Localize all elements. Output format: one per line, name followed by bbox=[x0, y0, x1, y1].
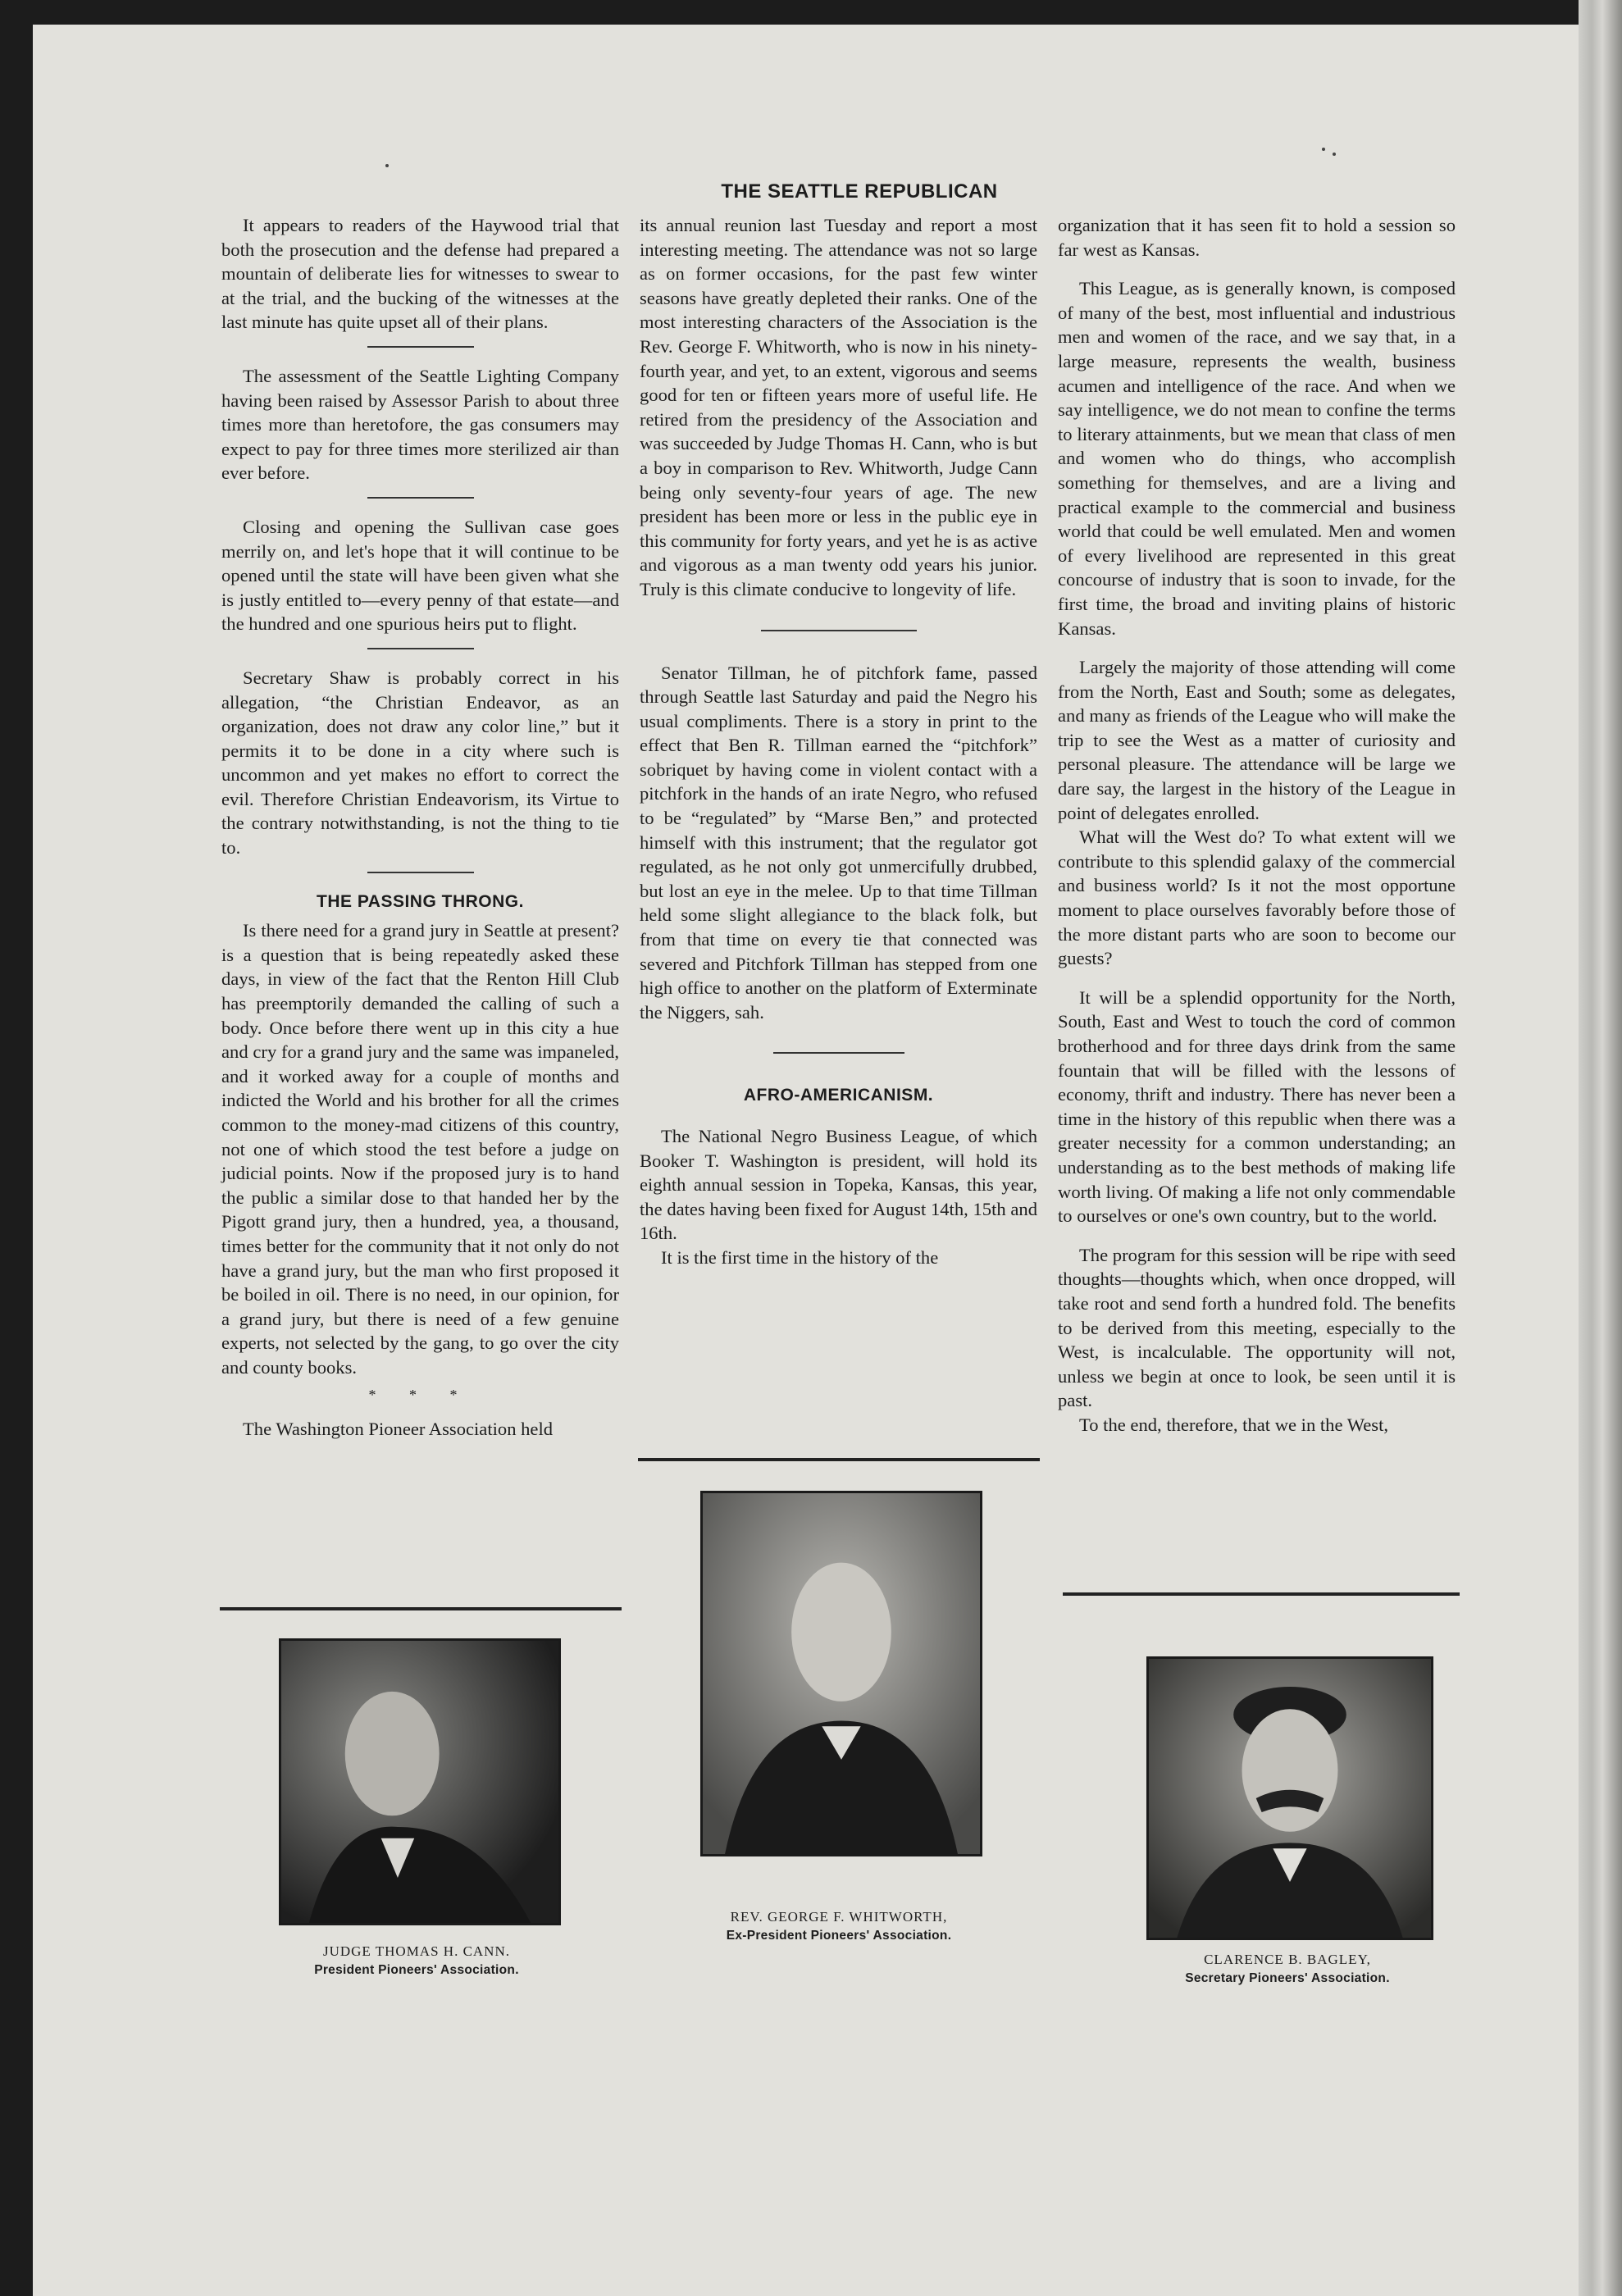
caption-clarence-bagley bbox=[1123, 1950, 1451, 1988]
masthead-title: THE SEATTLE REPUBLICAN bbox=[721, 180, 998, 203]
caption-title: Secretary Pioneers' Association. bbox=[1185, 1971, 1390, 1985]
paragraph: The assessment of the Seattle Lighting Company having been raised by Assessor Parish to about three times more than heretofore, the gas consumers may expect to pay for three times more sterilized air than ever before. bbox=[221, 365, 619, 484]
section-rule bbox=[761, 630, 917, 631]
newspaper-page bbox=[33, 25, 1579, 2296]
section-rule bbox=[367, 872, 474, 873]
ink-speck bbox=[385, 164, 389, 167]
section-rule bbox=[773, 1052, 904, 1054]
caption-judge-cann bbox=[253, 1942, 581, 1979]
paragraph: What will the West do? To what extent will we contribute to this splendid galaxy of the commercial and business world? Is it not the most opportune moment to place ourselves favorably before those of the more distant parts who are soon to become our guests? bbox=[1058, 827, 1456, 969]
paragraph: Secretary Shaw is probably correct in his allegation, “the Christian Endeavor, as an organization, does not draw any color line,” but it permits it to be done in a city where such is uncommon and yet makes no effort to correct the evil. Therefore Christian Endeavorism, its Virtue to the contrary notwithstanding, is not the thing to tie to. bbox=[221, 667, 619, 859]
section-rule bbox=[367, 497, 474, 499]
paragraph: Closing and opening the Sullivan case goes merrily on, and let's hope that it will continue to be opened until the state will have been given what she is justly entitled to—every penny of that estate—and the hundred and one spurious heirs put to flight. bbox=[221, 516, 619, 635]
section-rule bbox=[367, 648, 474, 649]
caption-name: JUDGE THOMAS H. CANN. bbox=[322, 1943, 510, 1959]
portrait-judge-cann bbox=[279, 1638, 561, 1925]
paragraph: This League, as is generally known, is composed of many of the best, most influential and industrious men and women of the race, and we say that, in a large measure, represents the wealth, business acumen and intelligence of the race. And when we say intelligence, we do not mean to confine the terms to literary attainments, but we mean that class of men and women who do things, who accomplish something for themselves, and are a living and practical example to the commercial and business world that could be well emulated. Men and women of every livelihood are represented in this great concourse of industry that is soon to invade, for the first time, the broad and inviting plains of historic Kansas. bbox=[1058, 278, 1456, 639]
column-1 bbox=[221, 213, 619, 1442]
paragraph: organization that it has seen fit to hold a session so far west as Kansas. bbox=[1058, 215, 1456, 260]
caption-name: CLARENCE B. BAGLEY, bbox=[1204, 1952, 1371, 1967]
paragraph: To the end, therefore, that we in the West, bbox=[1079, 1414, 1389, 1435]
paragraph: The program for this session will be ripe with seed thoughts—thoughts which, when once dropped, will take root and send forth a hundred fold. The benefits to be derived from this meeting, especially to the West, is incalculable. The opportunity will not, unless we begin at once to look, be seen until it is past. bbox=[1058, 1244, 1456, 1411]
paragraph: Senator Tillman, he of pitchfork fame, passed through Seattle last Saturday and paid the Negro his usual compliments. There is a story in print to the effect that Ben R. Tillman earned the “pitchfork” sobriquet by having come in violent contact with a pitchfork in the hands of an irate Negro, who refused to be “regulated” by “Marse Ben,” and protected himself with this instrument; that the regulator got regulated, as he not only got unmercifully drubbed, but lost an eye in the melee. Up to that time Tillman held some slight allegiance to the black folk, but from that time on every tie that connected was severed and Pitchfork Tillman has stepped from one high office to another on the platform of Exterminate the Niggers, sah. bbox=[640, 662, 1037, 1023]
paragraph: It is the first time in the history of the bbox=[661, 1246, 939, 1268]
paragraph: The Washington Pioneer Association held bbox=[243, 1419, 554, 1440]
column-2 bbox=[640, 213, 1037, 1270]
column-3 bbox=[1058, 213, 1456, 1437]
section-stars: * * * bbox=[368, 1386, 472, 1403]
portrait-rev-whitworth bbox=[700, 1491, 982, 1856]
paragraph: It appears to readers of the Haywood trial that both the prosecution and the defense had prepared a mountain of deliberate lies for witnesses to swear to at the trial, and the bucking of the witnesses at the last minute has quite upset all of their plans. bbox=[221, 215, 619, 333]
caption-title: President Pioneers' Association. bbox=[314, 1963, 519, 1977]
paragraph: Largely the majority of those attending will come from the North, East and South; some as delegates, and many as friends of the League who will make the trip to see the West as a matter of curiosity and personal pleasure. The attendance will be large we dare say, the largest in the history of the League in point of delegates enrolled. bbox=[1058, 657, 1456, 823]
column-rule bbox=[1063, 1592, 1460, 1596]
ink-speck bbox=[1322, 148, 1325, 151]
caption-title: Ex-President Pioneers' Association. bbox=[726, 1929, 952, 1943]
column-rule bbox=[220, 1607, 622, 1610]
section-rule bbox=[367, 346, 474, 348]
ink-speck bbox=[1333, 153, 1336, 156]
paragraph: Is there need for a grand jury in Seattle at present? is a question that is being repeatedly asked these days, in view of the fact that the Renton Hill Club has preemptorily demanded the calling of such a body. Once before there went up in this city a hue and cry for a grand jury and the same was impaneled, and it worked away for a couple of months and indicted the World and his brother for all the crimes common to the money-mad citizens of this country, not one of which stood the test before a judge on judicial points. Now if the proposed jury is to hand the public a similar dose to that handed her by the Pigott grand jury, then a hundred, yea, a thousand, times better for the community that it not only do not have a grand jury, but the man who first proposed it be boiled in oil. There is no need, in our opinion, for a grand jury, but there is need of a few genuine experts, not selected by the gang, to go over the city and county books. bbox=[221, 920, 619, 1378]
page-edge-strip bbox=[1579, 0, 1622, 2296]
section-heading: THE PASSING THRONG. bbox=[317, 891, 524, 911]
paragraph: its annual reunion last Tuesday and report a most interesting meeting. The attendance was not so large as on former occasions, for the past few winter seasons have greatly depleted their ranks. One of the most interesting characters of the Association is the Rev. George F. Whitworth, who is now in his ninety-fourth year, and yet, to an extent, vigorous and seems good for ten or fifteen years more of useful life. He retired from the presidency of the Association and was succeeded by Judge Thomas H. Cann, who is but a boy in comparison to Rev. Whitworth, Judge Cann being only seventy-four years of age. The new president has been more or less in the public eye in this community for forty years, and yet he is as active and vigorous as a man twenty odd years his junior. Truly is this climate conducive to longevity of life. bbox=[640, 215, 1038, 599]
paragraph: It will be a splendid opportunity for the North, South, East and West to touch the cord of common brotherhood and for three days drink from the same fountain that will be filled with the lessons of economy, thrift and industry. There has never been a time in the history of this republic when there was a greater necessity for a common understanding; an understanding as to the best methods of making life worth living. Of making a life not only commendable to ourselves or one's own country, but to the world. bbox=[1058, 986, 1456, 1227]
column-rule bbox=[638, 1458, 1040, 1461]
caption-name: REV. GEORGE F. WHITWORTH, bbox=[730, 1909, 948, 1925]
paragraph: The National Negro Business League, of which Booker T. Washington is president, will hold its eighth annual session in Topeka, Kansas, this year, the dates having been fixed for August 14th, 15th and 16th. bbox=[640, 1126, 1037, 1244]
section-heading: AFRO-AMERICANISM. bbox=[743, 1086, 934, 1105]
caption-rev-whitworth bbox=[671, 1907, 1007, 1945]
portrait-clarence-bagley bbox=[1146, 1656, 1433, 1940]
